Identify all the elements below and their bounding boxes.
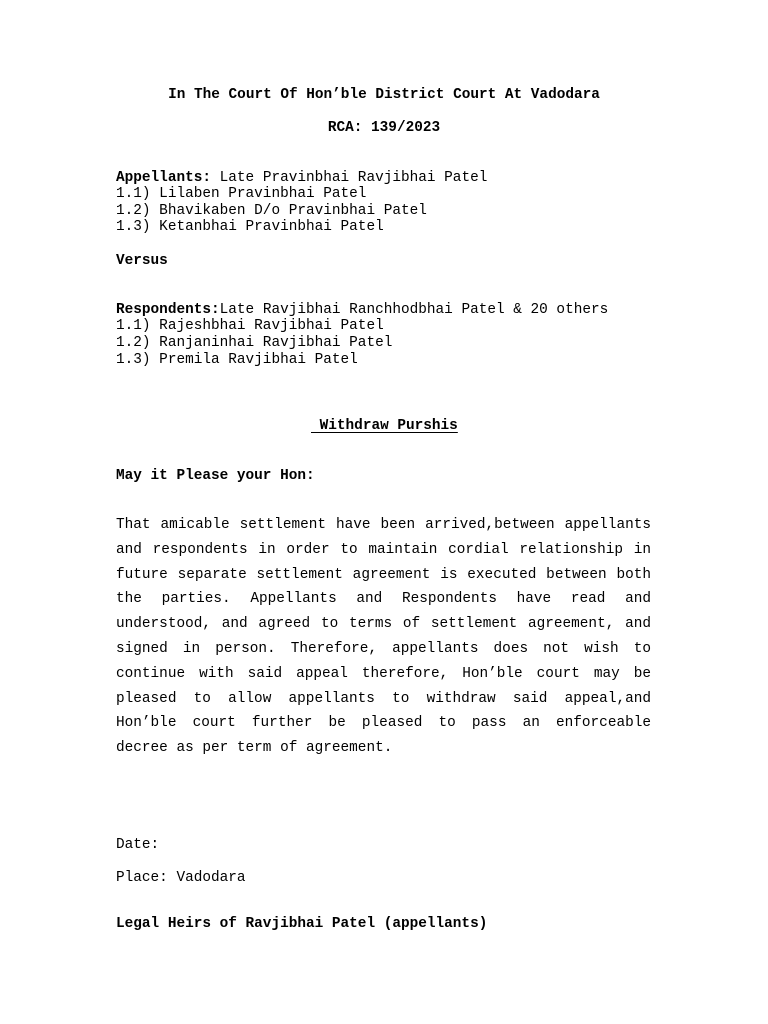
place-label: Place: Vadodara: [116, 870, 246, 886]
respondents-heading: [116, 302, 608, 319]
body-paragraph: That amicable settlement have been arrived,between appellants and respondents in order to maintain cordial relationship in future separate settlement agreement is executed between both the parties. Appellants and Respondents have read and understood, and agreed to terms of settlement agreement, and signed in person. Therefore, appellants does not wish to continue with said appeal therefore, Hon’ble court may be pleased to allow appellants to withdraw said appeal,and Hon’ble court further be pleased to pass an enforceable decree as per term of agreement.: [116, 517, 651, 757]
appellant-item: 1.1) Lilaben Pravinbhai Patel: [116, 186, 367, 202]
appellant-item: 1.2) Bhavikaben D/o Pravinbhai Patel: [116, 203, 427, 219]
appellants-lead: Late Pravinbhai Ravjibhai Patel: [211, 170, 488, 186]
case-number: RCA: 139/2023: [327, 120, 441, 136]
versus-label: Versus: [116, 253, 168, 269]
respondents-lead: Late Ravjibhai Ranchhodbhai Patel & 20 others: [219, 302, 609, 318]
appellants-label: Appellants:: [116, 170, 211, 186]
respondent-item: 1.2) Ranjaninhai Ravjibhai Patel: [116, 335, 393, 351]
court-title: In The Court Of Hon’ble District Court At Vadodara: [168, 87, 600, 103]
signatory: Legal Heirs of Ravjibhai Patel (appellants): [116, 916, 488, 932]
appellant-item: 1.3) Ketanbhai Pravinbhai Patel: [116, 219, 384, 235]
respondent-item: 1.3) Premila Ravjibhai Patel: [116, 352, 358, 368]
document-title: Withdraw Purshis: [311, 418, 458, 434]
date-label: Date:: [116, 837, 160, 853]
respondent-item: 1.1) Rajeshbhai Ravjibhai Patel: [116, 318, 384, 334]
appellants-heading: [116, 170, 487, 187]
salutation: May it Please your Hon:: [116, 468, 315, 484]
respondents-label: Respondents:: [116, 302, 220, 318]
